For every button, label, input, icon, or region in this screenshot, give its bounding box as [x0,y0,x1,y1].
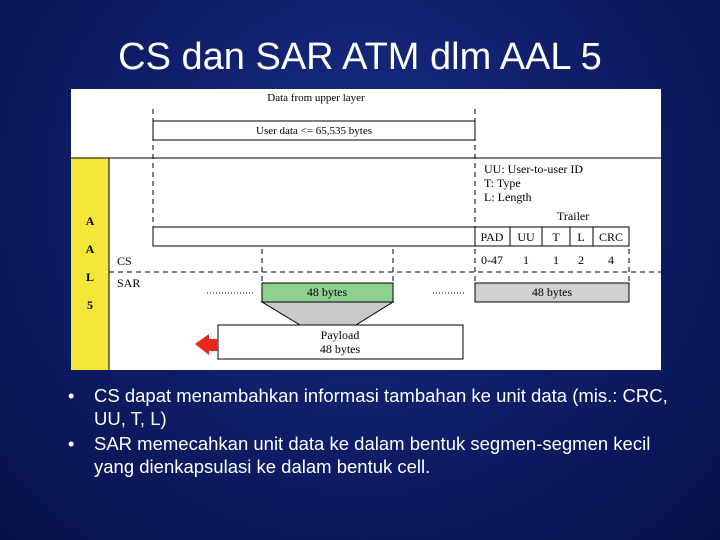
bullet-dot-icon: • [68,385,75,406]
payload-label-1: Payload [320,328,360,342]
trailer-segment-label: 48 bytes [531,285,573,299]
legend-l: L: Length [484,190,532,204]
trailer-field-t: T [552,230,560,244]
top-label: Data from upper layer [267,92,365,104]
trailer-size-l: 2 [578,253,584,267]
trailer-field-l: L [577,230,585,244]
trailer-size-t: 1 [553,253,559,267]
legend-t: T: Type [484,176,521,190]
payload-label-2: 48 bytes [319,342,361,356]
aal-band [71,158,109,370]
user-data-label: User data <= 65,535 bytes [256,125,372,137]
trailer-field-crc: CRC [598,230,624,244]
bullet-text: SAR memecahkan unit data ke dalam bentuk segmen-segmen kecil yang dienkapsulasi ke dalam bentuk cell. [94,433,651,477]
aal-letter-5: 5 [87,298,93,312]
trailer-size-pad: 0-47 [481,253,503,267]
trailer-field-pad: PAD [480,230,504,244]
aal-letter-l: L [85,270,95,284]
bullet-list [68,384,688,480]
cs-data-box [153,227,475,246]
trailer-label: Trailer [557,209,590,223]
bullet-text: CS dapat menambahkan informasi tambahan ke unit data (mis.: CRC, UU, T, L) [94,385,668,429]
aal-letter-a2: A [85,242,95,256]
trailer-size-uu: 1 [523,253,529,267]
segment-label: 48 bytes [306,285,348,299]
legend-uu: UU: User-to-user ID [484,162,584,176]
bullet-dot-icon: • [68,433,75,454]
aal5-diagram [71,89,661,370]
sar-label: SAR [117,276,141,290]
trailer-field-uu: UU [517,230,535,244]
aal-letter-a1: A [85,214,95,228]
trailer-size-crc: 4 [608,253,614,267]
bullet-item [68,384,688,430]
bullet-item [68,432,688,478]
cs-label: CS [117,254,132,268]
slide-title: CS dan SAR ATM dlm AAL 5 [118,36,602,78]
